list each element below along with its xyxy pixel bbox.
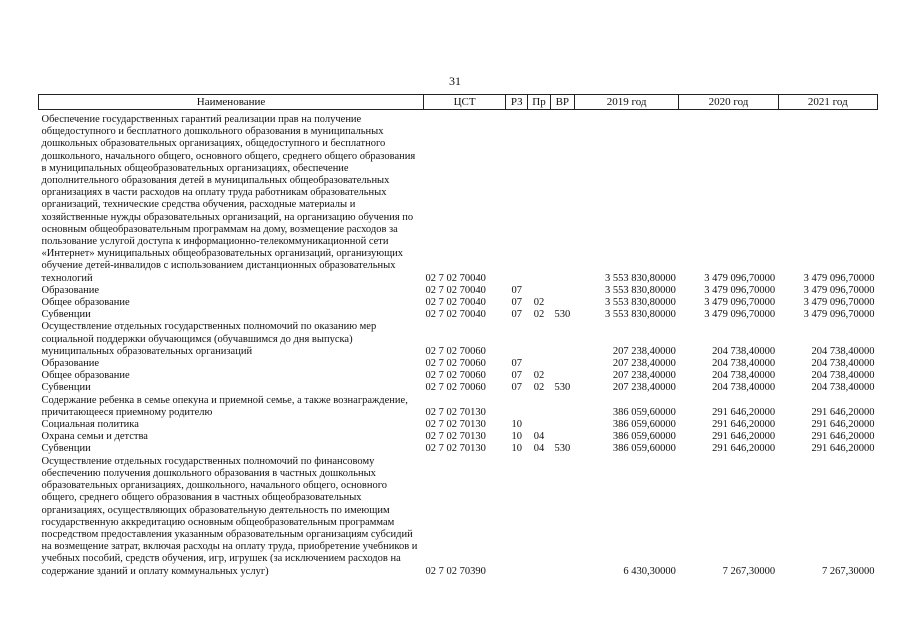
row-rz: 07 (511, 358, 522, 370)
row-name: Субвенции (41, 382, 91, 394)
row-name: Социальная политика (41, 419, 139, 431)
table-row (39, 309, 878, 321)
row-vr (550, 395, 574, 419)
row-cst: 02 7 02 70040 (425, 284, 486, 296)
row-pr: 02 (533, 382, 545, 394)
row-rz: 10 (511, 443, 522, 455)
row-2021: 3 479 096,70000 (803, 309, 875, 321)
row-vr (550, 419, 574, 431)
row-2021: 291 646,20000 (811, 406, 875, 418)
row-vr: 530 (554, 382, 571, 394)
row-2021: 3 479 096,70000 (803, 297, 875, 309)
row-pr (528, 321, 550, 358)
header-pr: Пр (528, 95, 550, 110)
header-2021: 2021 год (778, 95, 877, 110)
row-vr (550, 370, 574, 382)
row-cst: 02 7 02 70060 (425, 358, 486, 370)
header-rz: РЗ (506, 95, 528, 110)
row-2020: 3 479 096,70000 (704, 272, 776, 284)
row-2020: 291 646,20000 (712, 443, 776, 455)
row-vr (550, 321, 574, 358)
row-name: Осуществление отдельных государственных полномочий по оказанию мер социальной поддержки обучающимся (обучавшимся до дня выпуска) муниципальных образовательных организаций (41, 321, 377, 357)
row-rz (506, 321, 528, 358)
row-cst: 02 7 02 70130 (425, 443, 486, 455)
header-2020: 2020 год (679, 95, 778, 110)
table-row (39, 370, 878, 382)
row-pr (528, 456, 550, 578)
table-row (39, 419, 878, 431)
row-2019: 3 553 830,80000 (604, 309, 676, 321)
row-2020: 204 738,40000 (712, 345, 776, 357)
row-2021: 3 479 096,70000 (803, 284, 875, 296)
row-2021: 204 738,40000 (811, 358, 875, 370)
page-number: 31 (449, 74, 461, 88)
row-cst: 02 7 02 70040 (425, 272, 486, 284)
row-rz (506, 395, 528, 419)
row-2020: 204 738,40000 (712, 358, 776, 370)
row-cst: 02 7 02 70130 (425, 406, 486, 418)
table-row (39, 431, 878, 443)
row-name: Содержание ребенка в семье опекуна и приемной семье, а также вознаграждение, причитающееся приемному родителю (41, 394, 408, 418)
table-row (39, 321, 878, 358)
header-cst: ЦСТ (424, 95, 506, 110)
row-name: Обеспечение государственных гарантий реализации прав на получение общедоступного и бесплатного дошкольного образования в муниципальных дошкольных образовательных организациях, общедоступного и бесплатного дошкольного, начального общего, основного общего, среднего общего образования в муниципальных общеобразовательных организациях, обеспечение дополнительного образования детей в муниципальных общеобразовательных организациях в части расходов на оплату труда работникам образовательных организаций, технические средства обучения, расходные материалы и хозяйственные нужды образовательных организаций, на организацию обучения по основным общеобразовательным программам на дому, возмещение расходов за пользование услугой доступа к информационно-телекоммуникационной сети «Интернет» муниципальных общеобразовательных организаций, организующих обучение детей-инвалидов с использованием дистанционных образовательных технологий (41, 114, 416, 284)
row-rz: 07 (511, 370, 522, 382)
row-cst: 02 7 02 70390 (425, 565, 486, 577)
row-vr (550, 297, 574, 309)
row-2021: 291 646,20000 (811, 419, 875, 431)
row-2019: 3 553 830,80000 (604, 272, 676, 284)
row-2020: 3 479 096,70000 (704, 284, 776, 296)
row-rz: 10 (511, 419, 522, 431)
row-2021: 7 267,30000 (822, 565, 875, 577)
row-name: Образование (41, 358, 100, 370)
row-pr: 02 (533, 297, 545, 309)
row-vr (550, 456, 574, 578)
row-vr: 530 (554, 443, 571, 455)
header-name: Наименование (39, 95, 424, 110)
row-vr (550, 285, 574, 297)
row-2019: 207 238,40000 (612, 382, 676, 394)
row-rz: 07 (511, 297, 522, 309)
table-row (39, 285, 878, 297)
row-cst: 02 7 02 70040 (425, 297, 486, 309)
row-name: Субвенции (41, 309, 91, 321)
row-vr (550, 358, 574, 370)
row-rz: 07 (511, 382, 522, 394)
row-2020: 204 738,40000 (712, 382, 776, 394)
row-name: Общее образование (41, 370, 130, 382)
header-2019: 2019 год (574, 95, 678, 110)
row-2021: 3 479 096,70000 (803, 272, 875, 284)
table-row (39, 382, 878, 394)
row-cst: 02 7 02 70130 (425, 419, 486, 431)
row-2020: 3 479 096,70000 (704, 309, 776, 321)
row-vr (550, 431, 574, 443)
row-rz (506, 110, 528, 285)
row-cst: 02 7 02 70060 (425, 345, 486, 357)
row-rz: 10 (511, 431, 522, 443)
row-name: Субвенции (41, 443, 91, 455)
row-2021: 204 738,40000 (811, 345, 875, 357)
row-2021: 204 738,40000 (811, 382, 875, 394)
row-2019: 386 059,60000 (612, 419, 676, 431)
table-row (39, 456, 878, 578)
table-header-row (39, 95, 878, 110)
row-2019: 386 059,60000 (612, 443, 676, 455)
table-row (39, 395, 878, 419)
row-pr: 04 (533, 431, 545, 443)
row-2021: 291 646,20000 (811, 431, 875, 443)
table-row (39, 297, 878, 309)
row-2019: 207 238,40000 (612, 370, 676, 382)
row-pr (528, 419, 550, 431)
row-pr (528, 358, 550, 370)
row-vr: 530 (554, 309, 571, 321)
row-2019: 207 238,40000 (612, 358, 676, 370)
row-2019: 3 553 830,80000 (604, 297, 676, 309)
row-2019: 386 059,60000 (612, 431, 676, 443)
row-vr (550, 110, 574, 285)
row-name: Общее образование (41, 297, 130, 309)
table-row (39, 110, 878, 285)
table-row (39, 443, 878, 455)
header-vr: ВР (550, 95, 574, 110)
row-rz: 07 (511, 309, 522, 321)
row-2021: 291 646,20000 (811, 443, 875, 455)
row-2019: 3 553 830,80000 (604, 284, 676, 296)
row-2020: 291 646,20000 (712, 431, 776, 443)
row-2020: 7 267,30000 (722, 565, 776, 577)
table-body (39, 110, 878, 578)
row-name: Образование (41, 284, 100, 296)
row-cst: 02 7 02 70130 (425, 431, 486, 443)
row-rz (506, 456, 528, 578)
row-2020: 291 646,20000 (712, 406, 776, 418)
row-rz: 07 (511, 284, 522, 296)
row-2020: 291 646,20000 (712, 419, 776, 431)
row-2021: 204 738,40000 (811, 370, 875, 382)
row-2020: 204 738,40000 (712, 370, 776, 382)
row-pr (528, 395, 550, 419)
row-name: Охрана семьи и детства (41, 431, 148, 443)
row-pr: 04 (533, 443, 545, 455)
row-2019: 386 059,60000 (612, 406, 676, 418)
row-pr (528, 285, 550, 297)
row-pr: 02 (533, 370, 545, 382)
budget-table (38, 94, 878, 578)
row-pr: 02 (533, 309, 545, 321)
row-2020: 3 479 096,70000 (704, 297, 776, 309)
row-cst: 02 7 02 70040 (425, 309, 486, 321)
row-cst: 02 7 02 70060 (425, 370, 486, 382)
row-2019: 6 430,30000 (623, 565, 676, 577)
row-cst: 02 7 02 70060 (425, 382, 486, 394)
row-pr (528, 110, 550, 285)
row-2019: 207 238,40000 (612, 345, 676, 357)
row-name: Осуществление отдельных государственных полномочий по финансовому обеспечению получения дошкольного образования в частных дошкольных образовательных организациях, дошкольного, начального общего, основного общего, среднего общего образования в частных общеобразовательных организациях, осуществляющих образовательную деятельность по имеющим государственную аккредитацию основным общеобразовательным программам посредством предоставления указанным образовательным организациям субсидий на возмещение затрат, включая расходы на оплату труда, приобретение учебников и учебных пособий, средств обучения, игр, игрушек (за исключением расходов на содержание зданий и оплату коммунальных услуг) (41, 455, 418, 577)
table-row (39, 358, 878, 370)
